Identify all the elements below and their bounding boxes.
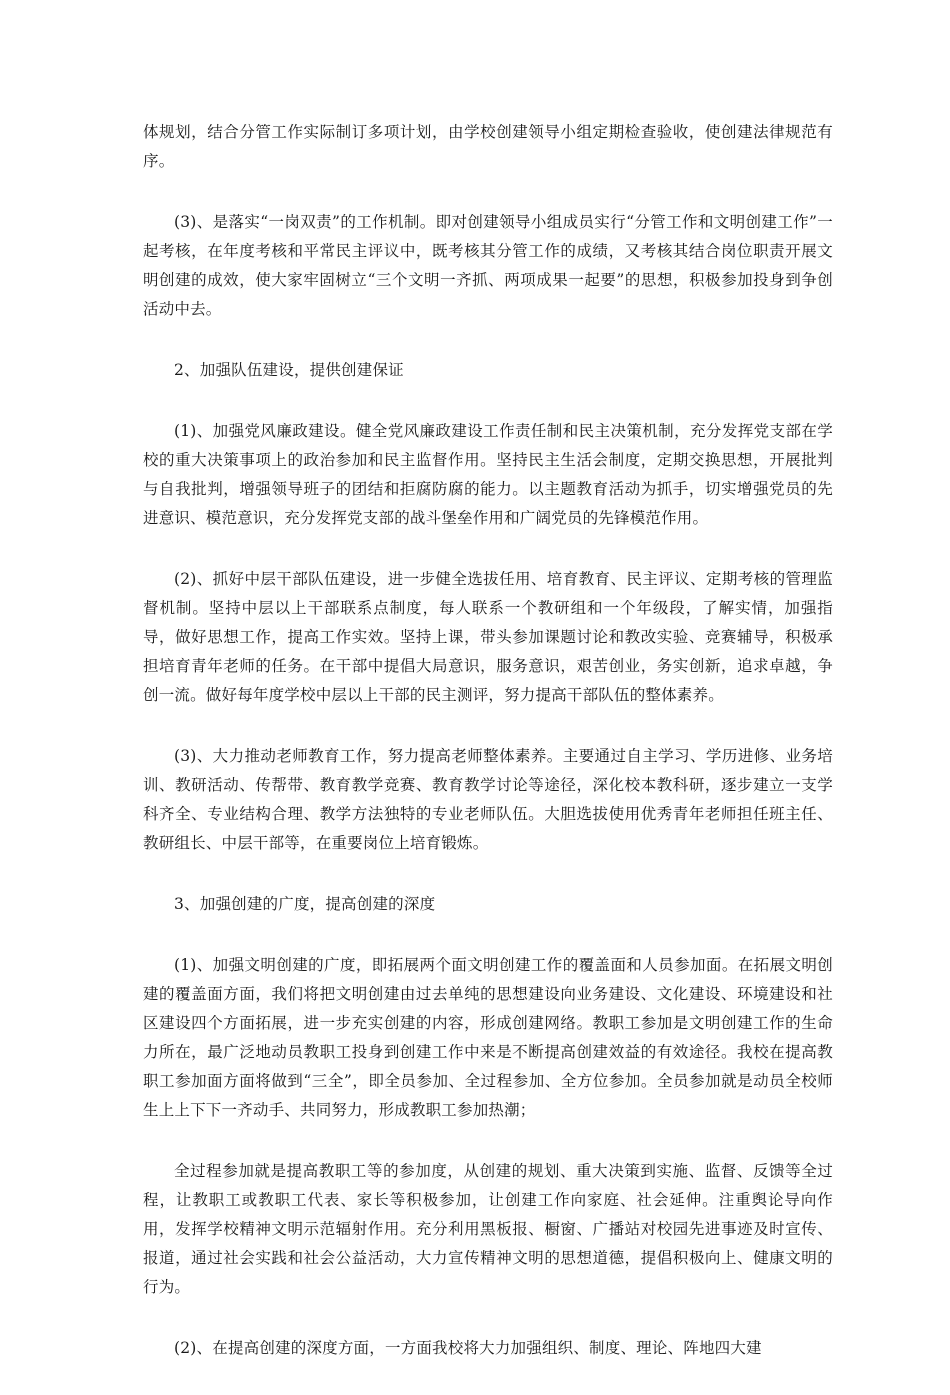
paragraph-breadth: (1)、加强文明创建的广度，即拓展两个面文明创建工作的覆盖面和人员参加面。在拓展文明创建的覆盖面方面，我们将把文明创建由过去单纯的思想建设向业务建设、文化建设、环境建设和社区建设四个方面拓展，进一步充实创建的内容，形成创建网络。教职工参加是文明创建工作的生命力所在，最广泛地动员教职工投身到创建工作中来是不断提高创建效益的有效途径。我校在提高教职工参加面方面将做到“三全”，即全员参加、全过程参加、全方位参加。全员参加就是动员全校师生上上下下一齐动手、共同努力，形成教职工参加热潮；: [143, 956, 833, 1119]
paragraph-teacher-education: (3)、大力推动老师教育工作，努力提高老师整体素养。主要通过自主学习、学历进修、业务培训、教研活动、传帮带、教育教学竞赛、教育教学讨论等途径，深化校本教科研，逐步建立一支学科齐全、专业结构合理、教学方法独特的专业老师队伍。大胆选拔使用优秀青年老师担任班主任、教研组长、中层干部等，在重要岗位上培育锻炼。: [143, 747, 833, 852]
paragraph-depth: (2)、在提高创建的深度方面，一方面我校将大力加强组织、制度、理论、阵地四大建: [174, 1339, 762, 1357]
paragraph-continuation: 体规划，结合分管工作实际制订多项计划，由学校创建领导小组定期检查验收，使创建法律规范有序。: [143, 123, 833, 170]
paragraph-one-post-two-duties: (3)、是落实“一岗双责”的工作机制。即对创建领导小组成员实行“分管工作和文明创建工作”一起考核，在年度考核和平常民主评议中，既考核其分管工作的成绩，又考核其结合岗位职责开展文明创建的成效，使大家牢固树立“三个文明一齐抓、两项成果一起要”的思想，积极参加投身到争创活动中去。: [143, 213, 833, 318]
section-heading-breadth-depth: 3、加强创建的广度，提高创建的深度: [174, 895, 436, 913]
section-heading-team-building: 2、加强队伍建设，提供创建保证: [174, 361, 404, 379]
document-page: [143, 118, 833, 1395]
paragraph-middle-cadres: (2)、抓好中层干部队伍建设，进一步健全选拔任用、培育教育、民主评议、定期考核的管理监督机制。坚持中层以上干部联系点制度，每人联系一个教研组和一个年级段，了解实情，加强指导，做好思想工作，提高工作实效。坚持上课，带头参加课题讨论和教改实验、竞赛辅导，积极承担培育青年老师的任务。在干部中提倡大局意识，服务意识，艰苦创业，务实创新，追求卓越，争创一流。做好每年度学校中层以上干部的民主测评，努力提高干部队伍的整体素养。: [143, 570, 833, 704]
paragraph-full-process: 全过程参加就是提高教职工等的参加度，从创建的规划、重大决策到实施、监督、反馈等全过程，让教职工或教职工代表、家长等积极参加，让创建工作向家庭、社会延伸。注重舆论导向作用，发挥学校精神文明示范辐射作用。充分利用黑板报、橱窗、广播站对校园先进事迹及时宣传、报道，通过社会实践和社会公益活动，大力宣传精神文明的思想道德，提倡积极向上、健康文明的行为。: [143, 1162, 833, 1296]
paragraph-party-integrity: (1)、加强党风廉政建设。健全党风廉政建设工作责任制和民主决策机制，充分发挥党支部在学校的重大决策事项上的政治参加和民主监督作用。坚持民主生活会制度，定期交换思想，开展批判与自我批判，增强领导班子的团结和拒腐防腐的能力。以主题教育活动为抓手，切实增强党员的先进意识、模范意识，充分发挥党支部的战斗堡垒作用和广阔党员的先锋模范作用。: [143, 422, 833, 527]
